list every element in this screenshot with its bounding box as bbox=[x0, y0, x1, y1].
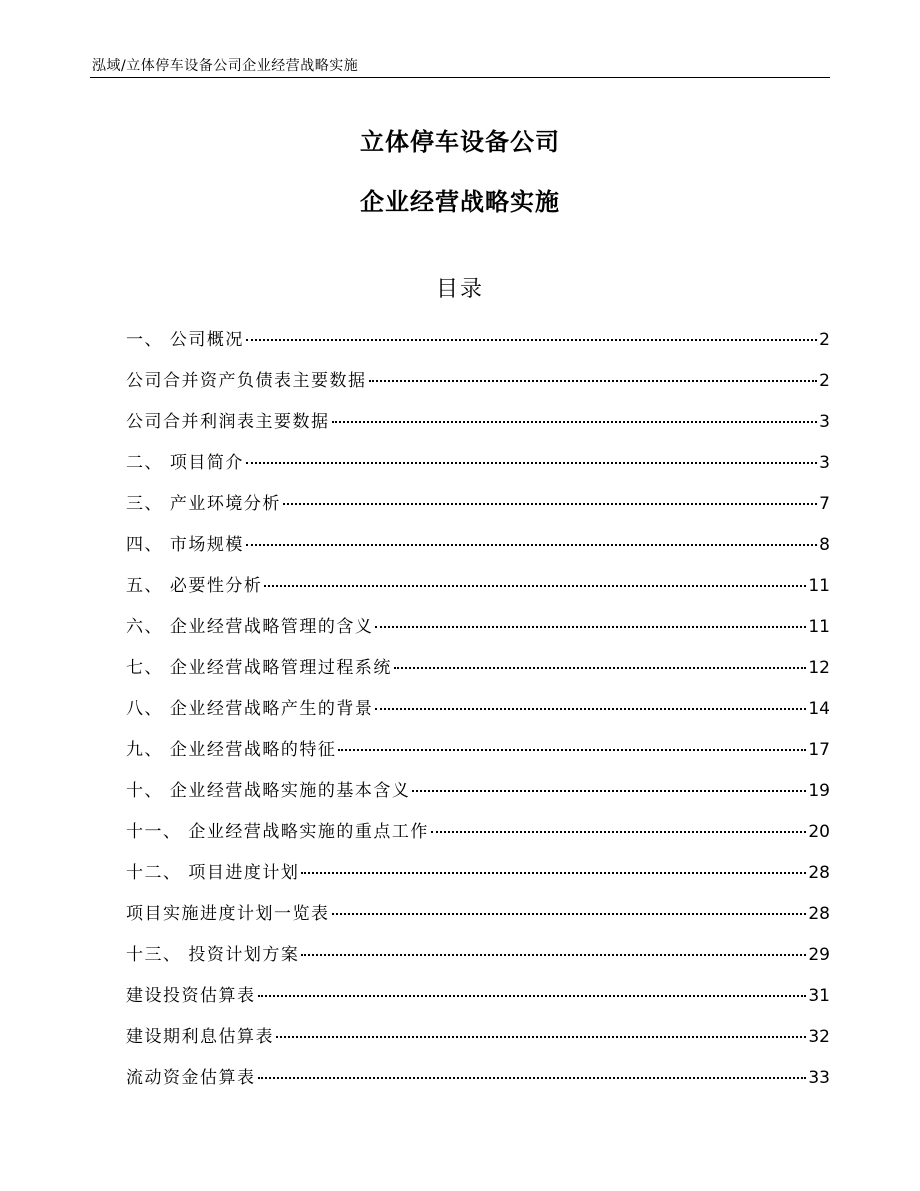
toc-dot-leader bbox=[332, 913, 807, 915]
toc-entry-label: 公司合并资产负债表主要数据 bbox=[126, 371, 367, 391]
toc-entry[interactable] bbox=[126, 571, 830, 612]
toc-entry-page-number: 3 bbox=[819, 453, 830, 473]
toc-entry-page-number: 20 bbox=[808, 822, 830, 842]
toc-entry-label: 十三、 投资计划方案 bbox=[126, 945, 300, 965]
toc-dot-leader bbox=[276, 1036, 806, 1038]
toc-entry-label: 八、 企业经营战略产生的背景 bbox=[126, 699, 374, 719]
toc-entry[interactable] bbox=[126, 694, 830, 735]
toc-entry-page-number: 2 bbox=[819, 330, 830, 350]
toc-entry[interactable] bbox=[126, 489, 830, 530]
toc-entry-label: 流动资金估算表 bbox=[126, 1068, 256, 1088]
toc-entry[interactable] bbox=[126, 1063, 830, 1104]
toc-entry[interactable] bbox=[126, 612, 830, 653]
toc-entry[interactable] bbox=[126, 366, 830, 407]
toc-entry-label: 七、 企业经营战略管理过程系统 bbox=[126, 658, 392, 678]
toc-entry-page-number: 19 bbox=[808, 781, 830, 801]
toc-dot-leader bbox=[332, 421, 818, 423]
toc-entry-label: 项目实施进度计划一览表 bbox=[126, 904, 330, 924]
toc-entry[interactable] bbox=[126, 653, 830, 694]
toc-entry[interactable] bbox=[126, 981, 830, 1022]
toc-entry-label: 九、 企业经营战略的特征 bbox=[126, 740, 337, 760]
toc-entry-label: 建设期利息估算表 bbox=[126, 1027, 274, 1047]
toc-entry[interactable] bbox=[126, 530, 830, 571]
document-subtitle: 企业经营战略实施 bbox=[360, 188, 560, 216]
toc-dot-leader bbox=[246, 339, 817, 341]
toc-entry[interactable] bbox=[126, 858, 830, 899]
toc-entry-page-number: 31 bbox=[808, 986, 830, 1006]
toc-entry-page-number: 11 bbox=[808, 576, 830, 596]
toc-entry-page-number: 8 bbox=[819, 535, 830, 555]
toc-entry-label: 六、 企业经营战略管理的含义 bbox=[126, 617, 374, 637]
toc-entry-label: 公司合并利润表主要数据 bbox=[126, 412, 330, 432]
toc-dot-leader bbox=[301, 954, 806, 956]
toc-entry[interactable] bbox=[126, 325, 830, 366]
toc-entry-label: 四、 市场规模 bbox=[126, 535, 244, 555]
toc-entry-label: 十一、 企业经营战略实施的重点工作 bbox=[126, 822, 429, 842]
toc-entry-page-number: 29 bbox=[808, 945, 830, 965]
toc-entry-page-number: 7 bbox=[819, 494, 830, 514]
toc-entry[interactable] bbox=[126, 899, 830, 940]
toc-entry[interactable] bbox=[126, 735, 830, 776]
toc-dot-leader bbox=[264, 585, 806, 587]
toc-entry[interactable] bbox=[126, 940, 830, 981]
header-divider bbox=[90, 77, 830, 78]
toc-dot-leader bbox=[412, 790, 806, 792]
toc-entry-page-number: 12 bbox=[808, 658, 830, 678]
toc-entry-page-number: 32 bbox=[808, 1027, 830, 1047]
toc-entry[interactable] bbox=[126, 1022, 830, 1063]
toc-entry-label: 十、 企业经营战略实施的基本含义 bbox=[126, 781, 411, 801]
toc-dot-leader bbox=[375, 708, 806, 710]
toc-dot-leader bbox=[369, 380, 818, 382]
toc-dot-leader bbox=[375, 626, 806, 628]
toc-entry-label: 三、 产业环境分析 bbox=[126, 494, 281, 514]
toc-entry-page-number: 11 bbox=[808, 617, 830, 637]
toc-entry-page-number: 17 bbox=[808, 740, 830, 760]
toc-dot-leader bbox=[394, 667, 806, 669]
toc-entry[interactable] bbox=[126, 448, 830, 489]
toc-entry-label: 五、 必要性分析 bbox=[126, 576, 263, 596]
toc-entry[interactable] bbox=[126, 407, 830, 448]
toc-dot-leader bbox=[246, 462, 817, 464]
toc-entry-label: 二、 项目简介 bbox=[126, 453, 244, 473]
toc-entry-page-number: 3 bbox=[819, 412, 830, 432]
toc-entry[interactable] bbox=[126, 776, 830, 817]
toc-entry-page-number: 2 bbox=[819, 371, 830, 391]
toc-dot-leader bbox=[258, 1077, 807, 1079]
toc-entry-label: 一、 公司概况 bbox=[126, 330, 244, 350]
toc-entry-page-number: 14 bbox=[808, 699, 830, 719]
toc-entry-page-number: 28 bbox=[808, 863, 830, 883]
table-of-contents bbox=[126, 325, 830, 1104]
running-header: 泓域/立体停车设备公司企业经营战略实施 bbox=[92, 58, 359, 74]
toc-dot-leader bbox=[246, 544, 817, 546]
toc-entry-page-number: 28 bbox=[808, 904, 830, 924]
toc-dot-leader bbox=[283, 503, 817, 505]
toc-entry-label: 建设投资估算表 bbox=[126, 986, 256, 1006]
toc-dot-leader bbox=[338, 749, 806, 751]
toc-dot-leader bbox=[301, 872, 806, 874]
toc-entry-page-number: 33 bbox=[808, 1068, 830, 1088]
toc-dot-leader bbox=[258, 995, 807, 997]
toc-heading: 目录 bbox=[435, 277, 484, 302]
toc-entry[interactable] bbox=[126, 817, 830, 858]
document-title: 立体停车设备公司 bbox=[360, 128, 560, 156]
toc-dot-leader bbox=[431, 831, 806, 833]
toc-entry-label: 十二、 项目进度计划 bbox=[126, 863, 300, 883]
